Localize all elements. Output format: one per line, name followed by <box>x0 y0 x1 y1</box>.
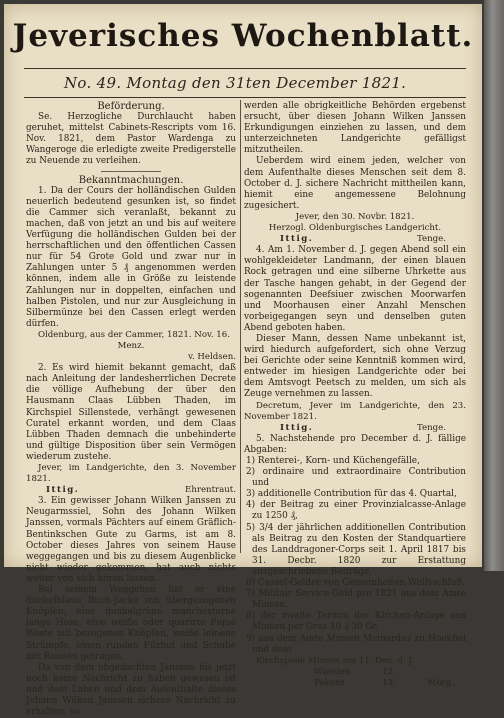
bekannt-sig2-right: Ehrentraut. <box>185 485 236 496</box>
bekannt-sig1-name: Menz. <box>117 340 145 351</box>
left-column <box>26 101 236 718</box>
bekannt-sig2-name: Ittig. <box>46 485 80 496</box>
bekannt-sig2: Jever, im Landgerichte, den 3. November 1821. <box>26 463 236 485</box>
table-cell <box>244 678 314 689</box>
column-separator <box>240 100 241 553</box>
right-column <box>244 101 466 689</box>
p5-item: 9) aus dem Amte Minsen Meinardus zu Hookfiel und dem <box>246 633 466 655</box>
table-cell: Pakens <box>314 677 345 688</box>
p5-item: 4) der Beitrag zu einer Provinzialcasse-Anlage zu 1250 ₰, <box>246 500 466 522</box>
table-cell: Morg. <box>427 677 454 688</box>
p5-item: 8) der zweite Termin der Kirchen-Anlage aus Minsen per Gras 10 ₰ 30 Gr. <box>246 611 466 633</box>
table-cell: 13. <box>382 677 396 688</box>
table-cell <box>414 667 454 678</box>
bekannt-sig1-right: v. Heldsen. <box>188 352 236 363</box>
table-head: Kirchspiele Minsen am 11. Dec. d. J. <box>256 655 414 666</box>
bekannt-p3: 3. Ein gewisser Johann Wilken Janssen zu Neugarmssiel, Sohn des Johann Wilken Janssen, vormals Pächters auf einem Gräflich-Bentinkschen Gute zu Garms, ist am 8. October dieses Jahres von seinem Hause weggegangen und bis zu diesem Augenblicke nicht wieder gekommen, hat auch nichts weiter von sich hören lassen. <box>26 496 236 584</box>
p4-sig: Decretum, Jever im Landgerichte, den 23. November 1821. <box>244 400 466 422</box>
p5-item: 5) 3/4 der jährlichen additionellen Contribution als Beitrag zu den Kosten der Standquartiere des Landdragoner-Corps seit 1. April 1817 bis 31. Decbr. 1820 zur Erstattung ausgeschriebene Beiträge, <box>246 522 466 577</box>
table-cell: 12. <box>382 666 396 677</box>
issue-line: No. 49. Montag den 31ten December 1821. <box>64 74 407 92</box>
cont-sig2: Herzogl. Oldenburgisches Landgericht. <box>268 223 442 234</box>
table-cell: Wiarden <box>314 666 351 677</box>
p5-table <box>244 667 466 689</box>
table-row <box>244 678 466 689</box>
bekannt-title: Bekanntmachungen. <box>78 174 184 186</box>
cont-text: werden alle obrigkeitliche Behörden ergebenst ersucht, über diesen Johann Wilken Janssen Erkundigungen einziehen zu lassen, und dem unterzeichneten Landgerichte gefälligst mitzutheilen. <box>244 101 466 156</box>
p5-item: 7) Militair Service-Geld pro 1821 aus dem Amte Minsen, <box>246 589 466 611</box>
cont-sig-name: Ittig. <box>280 234 314 245</box>
bekannt-p5: Da von dem obgedachten Janssen bis jetzt noch keine Nachricht zu haben gewesen ist und dem Leben und dem Aufenthalte dieses Johann Wilken Janssen sichere Nachricht zu erhalten, so <box>26 662 236 718</box>
p5-list <box>244 456 466 656</box>
newspaper-page <box>4 4 482 718</box>
rule-top <box>24 68 466 69</box>
book-edge <box>484 0 504 571</box>
table-cell <box>244 667 314 678</box>
p4-sig-name: Ittig. <box>280 422 314 433</box>
p4b-text: Dieser Mann, dessen Name unbekannt ist, wird hiedurch aufgefordert, sich ohne Verzug bei Gerichte oder seine Kenntniß kommen wird, entweder im hiesigen Landgerichte oder bei dem Amtsvogt Peetsch zu melden, um sich als Zeuge vernehmen zu lassen. <box>244 333 466 400</box>
bekannt-sig1: Oldenburg, aus der Cammer, 1821. Nov. 16. <box>38 329 230 340</box>
p5-item: 3) additionelle Contribution für das 4. Quartal, <box>246 489 457 500</box>
cont-sig: Jever, den 30. Novbr. 1821. <box>295 211 415 222</box>
separator <box>101 171 161 172</box>
p4-sig-right: Tenge. <box>416 422 446 433</box>
rule-under-issue <box>24 97 466 98</box>
p5-intro: 5. Nachstehende pro December d. J. fällige Abgaben: <box>244 433 466 455</box>
bekannt-p4: Bei seinem Weggehen hat er eine dunkelblaue Buch-Jacke mit übergezogenen Knöpfen, eine dunkelgrüne manchesterne lange Hose, eine weiße oder quarirte Piqué Weste mit bezogenen Knöpfen, weiße leinene Strümpfe, einen runden Filzhut und Schuhe mit Riemen getragen. <box>26 585 236 662</box>
p5-item: 6) Cassel-Gelder von Gemeinheiten Wolfsschluß, <box>246 578 466 589</box>
table-row <box>244 667 466 678</box>
cont-text2: Ueberdem wird einem jeden, welcher von dem Aufenthalte dieses Menschen seit dem 8. October d. J. sichere Nachricht mittheilen kann, hiemit eine angemessene Belohnung zugesichert. <box>244 156 466 211</box>
bekannt-p1: 1. Da der Cours der holländischen Gulden neuerlich bedeutend gesunken ist, so findet die Cammer sich veranlaßt, bekannt zu machen, daß von jetzt an und bis auf weitere Verfügung die holländischen Gulden bei der herrschaftlichen und den öffentlichen Cassen nur für 54 Grote Gold und zwar nur in Zahlungen unter 5 ₰ angenommen werden können, indem alle in Größe zu leistende Zahlungen nur in doppelten, einfachen und halben Pistolen, und nur zur Ausgleichung in Silbermünze bei den Cassen erlegt werden dürfen. <box>26 185 236 329</box>
bekannt-p2: 2. Es wird hiemit bekannt gemacht, daß nach Anleitung der landesherrlichen Decrete die völlige Aufhebung der über den Hausmann Claas Lübben Thaden, im Kirchspiel Sillenstede, verhängt gewesenen Curatel erkannt worden, und dem Claas Lübben Thaden demnach die unbehinderte und gültige Disposition über sein Vermögen wiederum zustehe. <box>26 363 236 462</box>
masthead: Jeverisches Wochenblatt. <box>12 18 474 54</box>
p4-text: 4. Am 1. November d. J. gegen Abend soll ein wohlgekleideter Landmann, der einen blauen Rock getragen und eine silberne Uhrkette aus der Tasche hangen gehabt, in der Gegend der sogenannten Deefsiuer zwischen Moorwarfen und Moorhausen einer Anzahl Menschen vorbeigegangen seyn und denselben guten Abend geboten haben. <box>244 245 466 333</box>
beforderung-text: Se. Herzogliche Durchlaucht haben geruhet, mittelst Cabinets-Rescripts vom 16. Nov. 1821, dem Pastor Wardenga zu Wangeroge die erledigte zweite Predigerstelle zu Neuende zu verleihen. <box>26 112 236 167</box>
beforderung-title: Beförderung. <box>97 101 165 112</box>
cont-sig-right: Tenge. <box>416 234 446 245</box>
p5-item: 1) Renterei-, Korn- und Küchengefälle, <box>246 456 420 466</box>
p5-item: 2) ordinaire und extraordinaire Contribution und <box>246 467 466 489</box>
